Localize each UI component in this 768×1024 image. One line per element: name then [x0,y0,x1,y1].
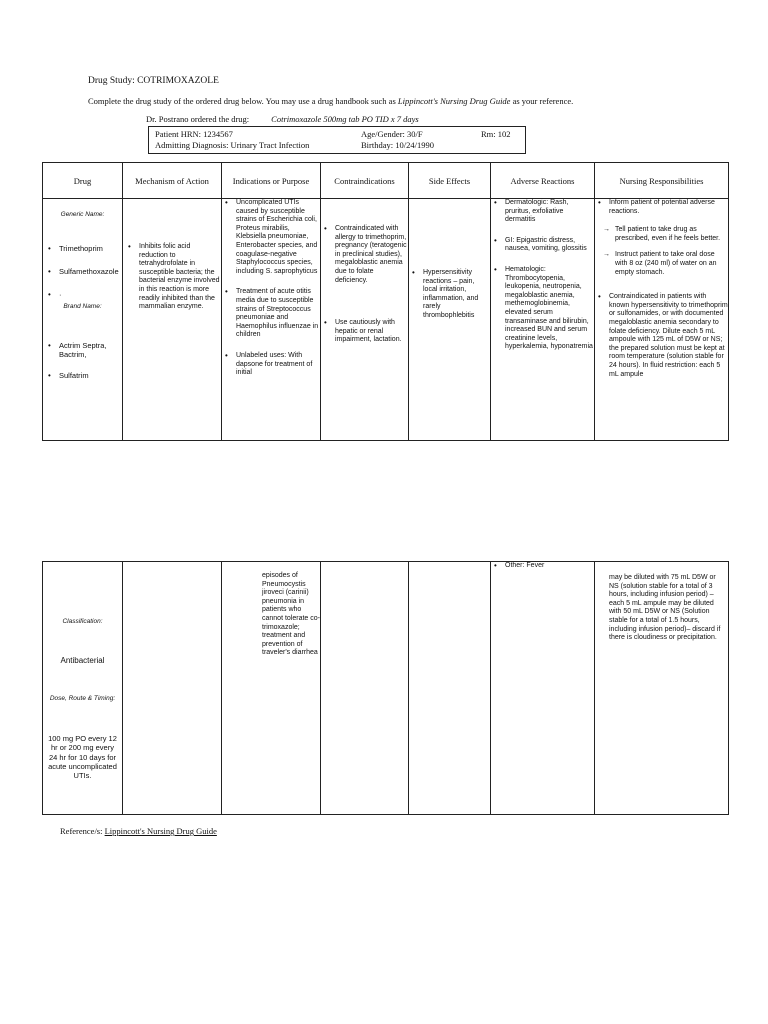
contraindication-item: • Contraindicated with allergy to trimethoprim, pregnancy (teratogenic in preclinical studies), megaloblastic anemia due to folate deficiency. [335,225,408,285]
contraindications-cell-continued [321,562,409,815]
drug-study-table-page-1 [42,162,729,441]
nursing-list [595,293,728,379]
instruction-reference-book: Lippincott's Nursing Drug Guide [397,96,511,106]
drug-cell [43,199,123,441]
indication-item: • Treatment of acute otitis media due to susceptible strains of Streptococcus pneumoniae and Haemophilus influenzae in children [236,288,320,340]
adverse-reactions-list-continued [491,562,594,571]
drug-cell-continued [43,562,123,815]
column-header-contraindications: Contraindications [321,163,409,199]
mechanism-item: • Inhibits folic acid reduction to tetrahydrofolate in susceptible bacteria; the bacterial enzyme involved in this reaction is more readily inhibited than the mammalian enzyme. [139,243,221,312]
side-effect-item: • Hypersensitivity reactions – pain, local irritation, inflammation, and rarely thrombophlebitis [423,269,490,321]
mechanism-cell-continued [123,562,222,815]
generic-name-item: • · [59,290,122,299]
nursing-continued-text: may be diluted with 75 mL D5W or NS (solution stable for a total of 3 hours, including infusion period) –each 5 mL ampule may be diluted with 50 mL D5W or NS (Solution stable for a total of 1.5 hours, including infusion period)– discard if there is cloudiness or precipitation. [609,574,721,642]
classification-label: Classification: [62,618,103,625]
table-row [43,199,729,441]
drug-study-table-page-2 [42,561,729,815]
indication-item: • Uncomplicated UTIs caused by susceptible strains of Escherichia coli, Proteus mirabilis, Klebsiella pneumoniae, Enterobacter species, and coagulase-negative Staphylococcus species, including S. saprophyticus [236,199,320,276]
adverse-reaction-item: • GI: Epigastric distress, nausea, vomiting, glossitis [505,237,594,254]
indication-continued-text: episodes of Pneumocystis jiroveci (carinii) pneumonia in patients who cannot tolerate co-trimoxazole; treatment and prevention of traveler's diarrhea [262,572,320,657]
adverse-reactions-cell [491,199,595,441]
column-header-indications: Indications or Purpose [222,163,321,199]
reference-line [60,826,217,836]
dose-route-timing-label: Dose, Route & Timing: [49,695,116,703]
reference-value: Lippincott's Nursing Drug Guide [104,826,217,836]
generic-name-label: Generic Name: [60,211,105,218]
adverse-reactions-list [491,199,594,352]
column-header-side-effects: Side Effects [409,163,491,199]
doctor-order-value: Cotrimoxazole 500mg tab PO TID x 7 days [271,114,419,124]
indications-cell [222,199,321,441]
brand-name-list [43,341,122,380]
indications-list [222,199,320,378]
column-header-nursing-responsibilities: Nursing Responsibilities [595,163,729,199]
reference-label: Reference/s: [60,826,103,836]
adverse-reaction-item: • Dermatologic: Rash, pruritus, exfoliative dermatitis [505,199,594,225]
column-header-mechanism: Mechanism of Action [123,163,222,199]
doctor-order-line [146,114,419,124]
generic-name-item: • Trimethoprim [59,244,122,253]
brand-name-item: • Actrim Septra, Bactrim, [59,341,122,359]
patient-age-gender: Age/Gender: 30/F [361,129,423,139]
nursing-responsibilities-cell [595,199,729,441]
brand-name-item: • Sulfatrim [59,371,122,380]
doctor-order-label: Dr. Postrano ordered the drug: [146,114,250,124]
nursing-list [595,199,728,216]
admitting-diagnosis: Admitting Diagnosis: Urinary Tract Infection [155,140,310,150]
patient-hrn: Patient HRN: 1234567 [155,129,233,139]
side-effects-list [409,269,490,321]
column-header-adverse-reactions: Adverse Reactions [491,163,595,199]
indications-cell-continued [222,562,321,815]
nursing-arrow-item: → Instruct patient to take oral dose with 8 oz (240 ml) of water on an empty stomach. [603,251,728,277]
instruction-part-a: Complete the drug study of the ordered drug below. You may use a drug handbook such as [88,96,398,106]
generic-name-list [43,244,122,299]
dose-route-timing-value: 100 mg PO every 12 hr or 200 mg every 24 hr for 10 days for acute uncomplicated UTIs. [48,733,117,781]
mechanism-list [123,243,221,312]
nursing-item: • Contraindicated in patients with known hypersensitivity to trimethoprim or sulfonamides, or with documented megaloblastic anemia secondary to folate deficiency. Dilute each 5 mL ampoule with 125 mL of D5W or NS; the prepared solution must be kept at room temperature (solution stable for 24 hours). In fluid restriction: each 5 mL ampule [609,293,728,379]
nursing-item: • Inform patient of potential adverse reactions. [609,199,728,216]
side-effects-cell-continued [409,562,491,815]
instruction-text [88,96,573,106]
indication-item: • Unlabeled uses: With dapsone for treatment of initial [236,352,320,378]
table-header-row [43,163,729,199]
contraindications-cell [321,199,409,441]
patient-room: Rm: 102 [481,129,511,139]
column-header-drug: Drug [43,163,123,199]
patient-birthday: Birthday: 10/24/1990 [361,140,434,150]
classification-value: Antibacterial [60,655,105,665]
adverse-reaction-item: • Other: Fever [505,562,594,571]
brand-name-label: Brand Name: [63,302,102,310]
generic-name-item: • Sulfamethoxazole [59,267,122,276]
adverse-reactions-cell-continued [491,562,595,815]
nursing-arrow-item: → Tell patient to take drug as prescribed, even if he feels better. [603,226,728,243]
adverse-reaction-item: • Hematologic: Thrombocytopenia, leukopenia, neutropenia, megaloblastic anemia, methemoglobinemia, elevated serum transaminase and bilirubin, increased BUN and serum creatinine levels, hyperkalemia, hyponatremia [505,266,594,352]
patient-info-box [148,126,526,154]
instruction-part-c: as your reference. [510,96,574,106]
contraindications-list [321,225,408,345]
document-title: Drug Study: COTRIMOXAZOLE [88,76,219,86]
contraindication-item: • Use cautiously with hepatic or renal impairment, lactation. [335,319,408,345]
nursing-responsibilities-cell-continued [595,562,729,815]
mechanism-cell [123,199,222,441]
table-row [43,562,729,815]
side-effects-cell [409,199,491,441]
